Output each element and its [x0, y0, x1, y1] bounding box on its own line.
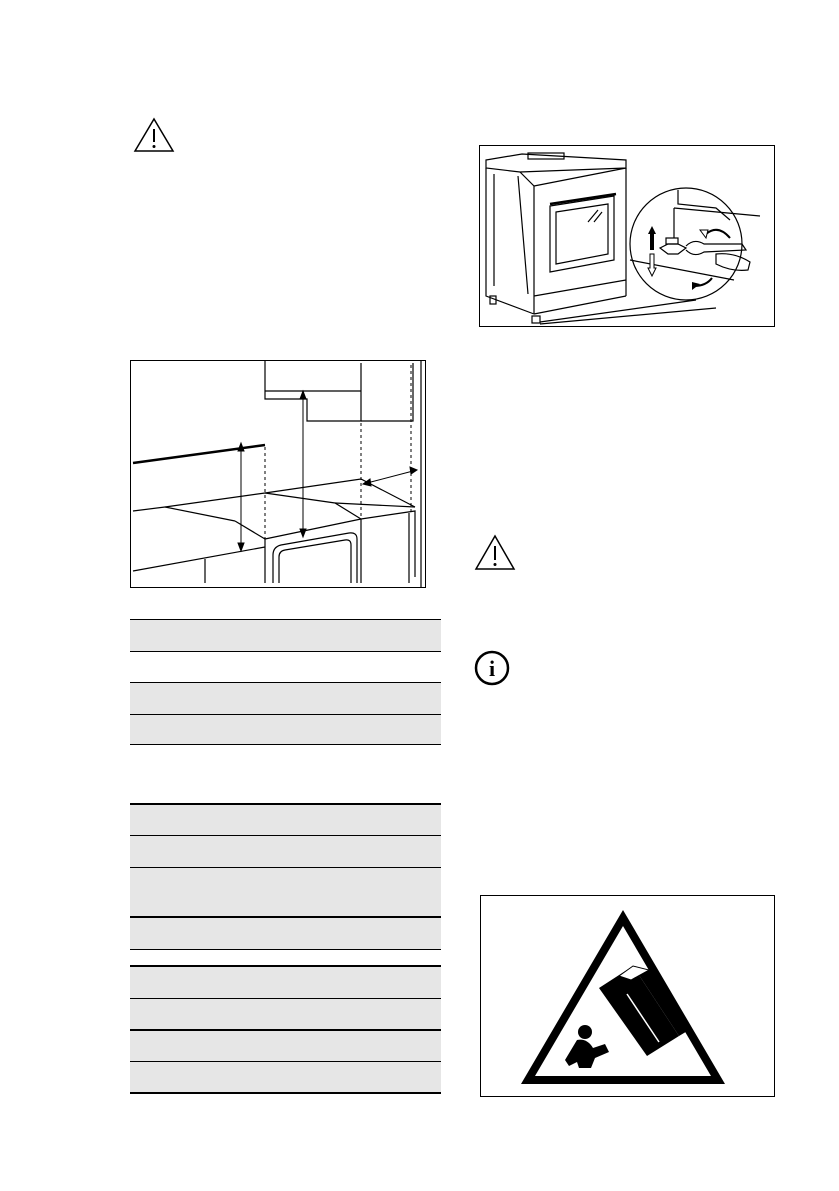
cooker-levelling-diagram — [479, 145, 775, 327]
table-row — [130, 1031, 441, 1061]
table-bottom-rule — [130, 1092, 441, 1094]
table-row — [130, 967, 441, 998]
table-row — [130, 651, 441, 682]
table-row — [130, 835, 441, 867]
table-row — [130, 1061, 441, 1092]
table-row — [130, 620, 441, 651]
table-row — [130, 949, 441, 965]
info-glyph: i — [488, 656, 496, 681]
table-row — [130, 867, 441, 917]
table-row — [130, 998, 441, 1029]
info-circle-icon — [474, 650, 510, 686]
warning-triangle-icon — [474, 534, 516, 571]
tip-over-warning-pictogram — [480, 895, 775, 1097]
warning-triangle-icon — [133, 117, 175, 153]
table-row — [130, 714, 441, 745]
installation-clearance-diagram — [130, 360, 426, 588]
table-row — [130, 682, 441, 714]
table-row — [130, 805, 441, 835]
table-row — [130, 918, 441, 949]
